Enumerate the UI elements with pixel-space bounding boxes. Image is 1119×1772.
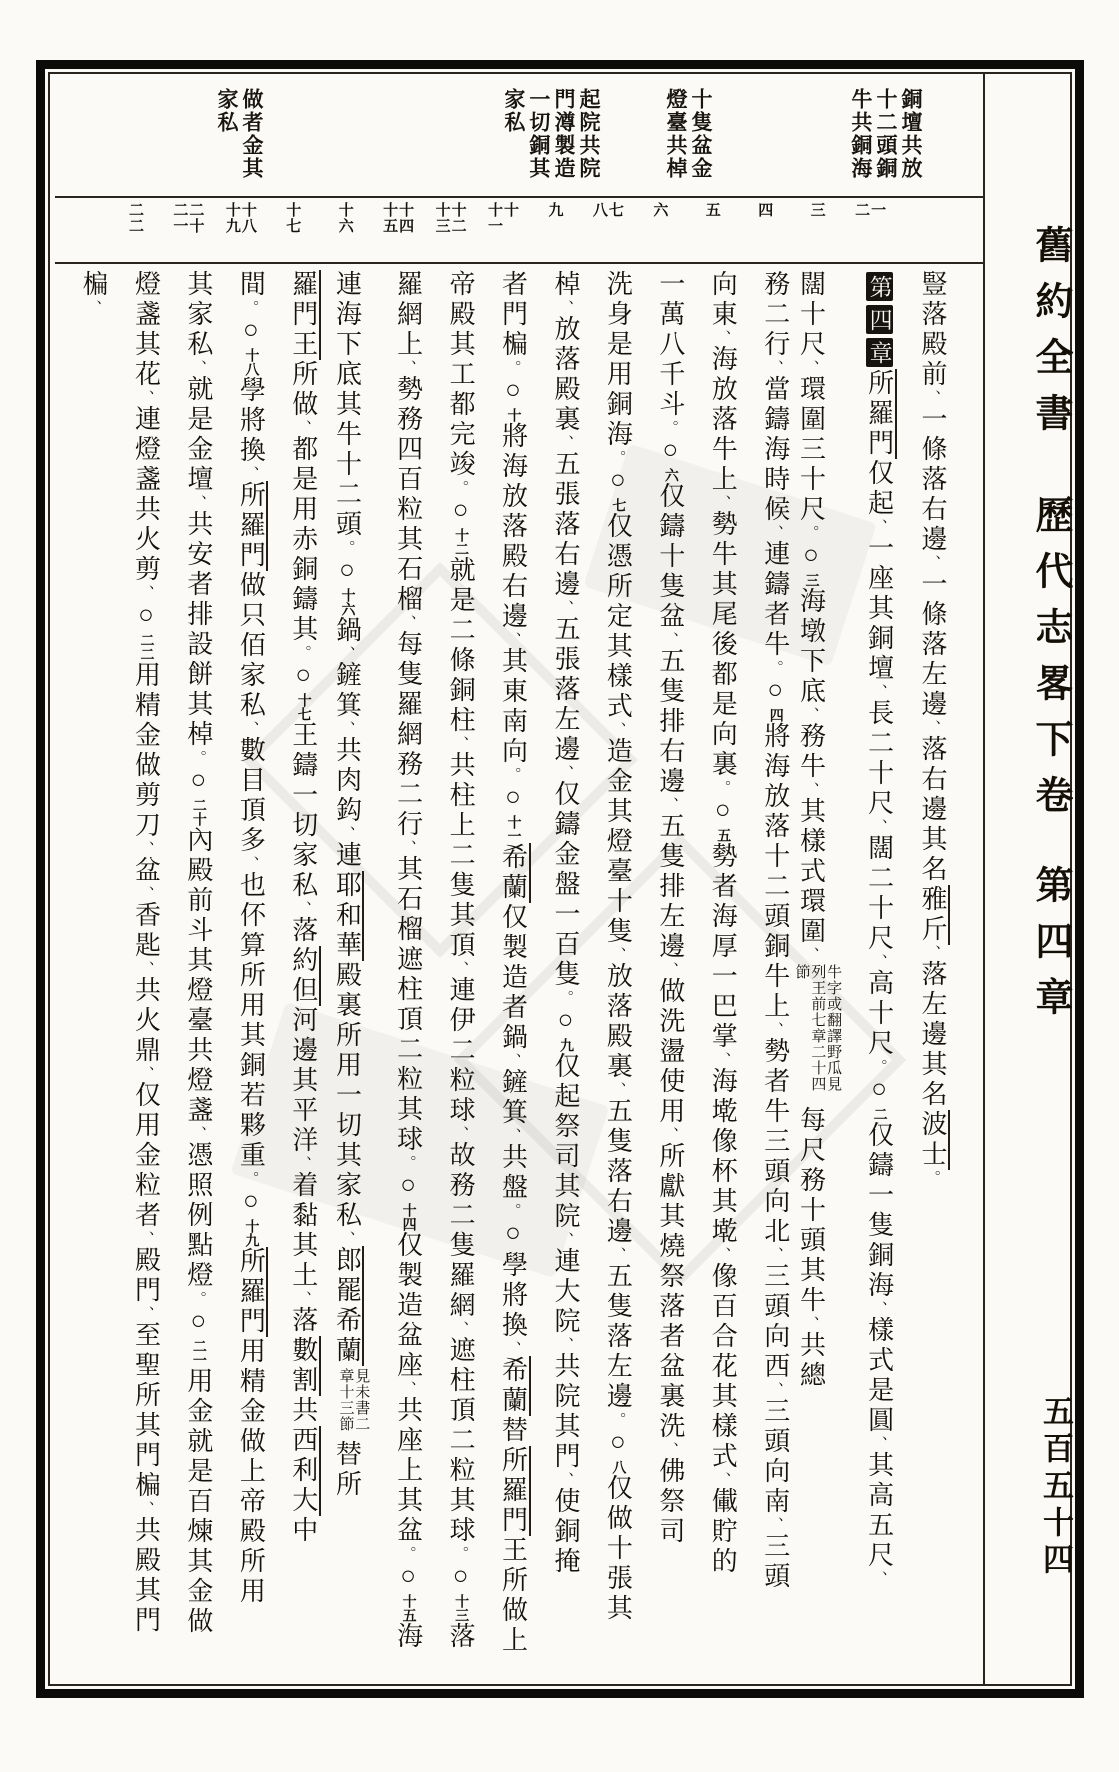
- punctuation: 、: [661, 1127, 678, 1142]
- header-annotation-text: 做者金其: [240, 88, 264, 180]
- verse-number-slot: [740, 202, 788, 262]
- punctuation: 。: [870, 1059, 887, 1074]
- verse-number-slot: [582, 202, 630, 262]
- punctuation: 、: [556, 1337, 573, 1352]
- scripture-text-columns: [58, 270, 945, 1684]
- verse-number-slot: [845, 202, 893, 262]
- punctuation: 、: [661, 1442, 678, 1457]
- translator-note: 牛字或翻譯野瓜見列王前七章二十四節: [793, 964, 842, 1092]
- punctuation: 。: [189, 750, 206, 765]
- text-column: 羅網上、勢務四百粒其石榴、每隻羅網務二行、其石榴遮柱頂二粒其球。○十四仅製造盆座、共座上其盆。○十五海: [393, 270, 423, 1652]
- punctuation: 、: [714, 1247, 731, 1262]
- text-column: 間。○十八學將換、所羅門做只佰家私、數目頂多、也伓算所用其銅若夥重。○十九所羅門用精金做上帝殿所用: [215, 270, 263, 1684]
- text-column: 豎落殿前、一條落右邊、一條落左邊、落右邊其名雅斤、落左邊其名波士。: [897, 270, 945, 1684]
- punctuation: 、: [609, 1082, 626, 1097]
- punctuation: 、: [338, 1231, 355, 1246]
- verse-number: 十九: [223, 202, 240, 234]
- punctuation: 。: [189, 1291, 206, 1306]
- punctuation: 、: [802, 360, 819, 375]
- punctuation: 、: [399, 1381, 416, 1396]
- punctuation: 、: [556, 435, 573, 450]
- inline-verse-numeral: 十六: [339, 588, 355, 616]
- punctuation: 、: [556, 1232, 573, 1247]
- proper-name-mark: 西利大: [289, 1426, 321, 1516]
- proper-name-mark: 約但: [289, 946, 321, 1006]
- inline-verse-numeral: 十八: [243, 348, 259, 376]
- text-column: 燈盞其花、連燈盞共火剪、○二二用精金做剪刀、盆、香匙、共火鼎、仅用金粒者、殿門、至聖所其門楄、共殿其門: [131, 270, 161, 1636]
- verse-number: 十三: [433, 202, 450, 234]
- header-annotation-text: 銅壇共放: [899, 88, 923, 180]
- header-annotation-text: 家私: [214, 88, 239, 134]
- punctuation: 、: [870, 684, 887, 699]
- punctuation: 、: [189, 1126, 206, 1141]
- inline-verse-numeral: 六: [662, 468, 678, 482]
- punctuation: 、: [870, 819, 887, 834]
- punctuation: 、: [924, 555, 940, 570]
- verse-number-slot: [163, 202, 211, 262]
- title-column: [992, 225, 1078, 1655]
- punctuation: 、: [452, 961, 469, 976]
- header-annotation-text: 起院共院: [577, 88, 601, 180]
- proper-name-mark: 郎罷希蘭: [332, 1246, 364, 1366]
- book-title: 舊約全書: [1029, 225, 1071, 449]
- punctuation: 、: [714, 495, 731, 510]
- header-annotation-text: 十隻盆金: [689, 88, 713, 180]
- text-column: 洗身是用銅海。○七仅憑所定其樣式、造金其燈臺十隻、放落殿裏、五隻落右邊、五隻落左邊。○八仅做十張其: [603, 270, 633, 1624]
- proper-name-mark: 希蘭: [499, 843, 531, 903]
- punctuation: 、: [338, 826, 355, 841]
- punctuation: 。: [504, 360, 521, 375]
- verse-number: 三: [808, 202, 825, 218]
- verse-number: 九: [546, 202, 563, 218]
- punctuation: 、: [137, 1066, 154, 1081]
- verse-number: 十: [502, 202, 518, 218]
- inline-verse-numeral: 十五: [400, 1594, 416, 1622]
- text-column: 向東、海放落牛上、勢牛其尾後都是向裏。○五勢者海厚一巴掌、海墘像杯其墘、像百合花其樣式、儎貯的: [708, 270, 738, 1577]
- punctuation: 、: [556, 1472, 573, 1487]
- header-annotation-group: [664, 88, 712, 180]
- translator-note: 見未書二章十三節: [337, 1368, 370, 1432]
- punctuation: 。: [452, 1546, 469, 1561]
- punctuation: 、: [924, 390, 940, 405]
- verse-number: 十八: [239, 202, 256, 234]
- punctuation: 。: [556, 990, 573, 1005]
- punctuation: 。: [504, 1203, 521, 1218]
- inline-verse-numeral: 二十: [190, 798, 206, 826]
- proper-name-mark: 希蘭: [332, 1306, 364, 1366]
- verse-number-slot: [215, 202, 263, 262]
- text-column: 連海下底其牛十二頭。○十六鍋、鏟箕、共肉鈎、連耶和華殿裏所用一切其家私、郎罷希蘭見未書二章十三節替所: [332, 270, 370, 1500]
- title-column-divider-line: [983, 72, 985, 1686]
- inline-verse-numeral: 二二: [138, 633, 154, 661]
- punctuation: 。: [802, 525, 819, 540]
- punctuation: 、: [766, 1517, 783, 1532]
- punctuation: 、: [504, 1128, 521, 1143]
- header-annotation-text: 門澊製造: [551, 88, 576, 180]
- punctuation: 、: [870, 1301, 887, 1316]
- punctuation: 、: [714, 330, 731, 345]
- inline-verse-numeral: 三: [803, 573, 819, 587]
- proper-name-mark: 數割: [289, 1336, 321, 1396]
- punctuation: 、: [766, 1382, 783, 1397]
- verse-number: 十七: [284, 202, 301, 234]
- verse-number-slot: [373, 202, 421, 262]
- proper-name-mark: 所羅門: [499, 1446, 531, 1536]
- punctuation: 、: [609, 722, 626, 737]
- punctuation: 、: [802, 1316, 819, 1331]
- punctuation: 、: [870, 1571, 887, 1586]
- punctuation: 。: [452, 480, 469, 495]
- punctuation: 、: [242, 856, 259, 871]
- punctuation: 、: [399, 840, 416, 855]
- punctuation: 、: [870, 1436, 887, 1451]
- verse-number: 十五: [381, 202, 398, 234]
- punctuation: 。: [504, 767, 521, 782]
- verse-number-slot: [478, 202, 526, 262]
- punctuation: 、: [242, 721, 259, 736]
- header-annotation-text: 燈臺共棹: [663, 88, 688, 180]
- verse-number: 五: [703, 202, 720, 218]
- punctuation: 、: [609, 947, 626, 962]
- punctuation: 、: [766, 1022, 783, 1037]
- inline-verse-numeral: 七: [610, 498, 626, 512]
- punctuation: 、: [294, 1291, 311, 1306]
- punctuation: 、: [609, 1247, 626, 1262]
- text-column: 者門楄。○十將海放落殿右邊、其東南向。○十一希蘭仅製造者鍋、鏟箕、共盤。○學將換、希蘭替所羅門王所做上: [478, 270, 526, 1684]
- text-column: 棹、放落殿裏、五張落右邊、五張落左邊、仅鑄金盤一百隻。○九仅起祭司其院、連大院、共院其門、使銅掩: [550, 270, 580, 1577]
- number-row-divider-line: [55, 262, 983, 264]
- punctuation: 、: [924, 720, 940, 735]
- chapter-title: 第四章: [1029, 865, 1071, 1033]
- verse-number-slot: [110, 202, 158, 262]
- punctuation: 、: [802, 707, 819, 722]
- punctuation: 、: [137, 961, 154, 976]
- chapter-heading-boxed-char: 第: [866, 272, 893, 301]
- punctuation: 、: [802, 947, 819, 962]
- text-column: 其家私、就是金壇、共安者排設餅其棹。○二十內殿前斗其燈臺共燈盞、憑照例點燈。○二一用金就是百煉其金做: [183, 270, 213, 1637]
- punctuation: 。: [766, 660, 783, 675]
- verse-number: 八: [590, 202, 607, 218]
- punctuation: 、: [338, 646, 355, 661]
- inline-verse-numeral: 十四: [400, 1203, 416, 1231]
- text-column: 羅門王所做、都是用赤銅鑄其。○十七王鑄一切家私、落約但河邊其平洋、着黏其土、落數割共西利大中: [268, 270, 316, 1684]
- verse-number-slot: [687, 202, 735, 262]
- header-annotation-group: [501, 88, 601, 180]
- punctuation: 。: [661, 420, 678, 435]
- verse-number: 十四: [397, 202, 414, 234]
- punctuation: 。: [242, 1171, 259, 1186]
- text-column: 闊十尺、環圍三十尺。○三海墩下底、務牛、其樣式環圍、牛字或翻譯野瓜見列王前七章二十四節每尺務十頭其牛、共總: [793, 270, 842, 1391]
- punctuation: 、: [766, 525, 783, 540]
- punctuation: 、: [766, 360, 783, 375]
- punctuation: 、: [714, 1472, 731, 1487]
- verse-number: 六: [651, 202, 668, 218]
- punctuation: 。: [924, 1170, 940, 1185]
- verse-number-slot: [268, 202, 316, 262]
- punctuation: 、: [294, 1156, 311, 1171]
- verse-number: 二: [853, 202, 870, 218]
- punctuation: 。: [609, 450, 626, 465]
- header-divider-line: [55, 196, 983, 198]
- chapter-heading-boxed-char: 四: [866, 305, 893, 334]
- punctuation: 、: [556, 300, 573, 315]
- section-title: 歷代志畧下卷: [1029, 495, 1071, 831]
- page-number: 五百五十四: [1038, 1395, 1073, 1580]
- punctuation: 、: [137, 585, 154, 600]
- punctuation: 、: [766, 1247, 783, 1262]
- inline-verse-numeral: 九: [557, 1038, 573, 1052]
- punctuation: 、: [924, 945, 940, 960]
- punctuation: 。: [399, 1155, 416, 1170]
- inline-verse-numeral: 八: [610, 1460, 626, 1474]
- verse-number-slot: [425, 202, 473, 262]
- punctuation: 、: [137, 841, 154, 856]
- proper-name-mark: 雅斤: [918, 885, 950, 945]
- header-annotation-text: 牛共銅海: [848, 88, 873, 180]
- verse-number-row: [58, 202, 945, 262]
- proper-name-mark: 波士: [918, 1110, 950, 1170]
- proper-name-mark: 所羅門: [865, 369, 897, 459]
- punctuation: 、: [137, 1501, 154, 1516]
- inline-verse-numeral: 十七: [295, 693, 311, 721]
- text-column: 帝殿其工都完竣。○十二就是二條銅柱、共柱上二隻其頂、連伊二粒球、故務二隻羅網、遮柱頂二粒其球。○十三落: [446, 270, 476, 1652]
- punctuation: 、: [661, 962, 678, 977]
- inline-verse-numeral: 二一: [190, 1339, 206, 1367]
- punctuation: 、: [504, 632, 521, 647]
- punctuation: 、: [85, 300, 101, 315]
- punctuation: 、: [338, 721, 355, 736]
- punctuation: 。: [338, 540, 355, 555]
- proper-name-mark: 所羅門: [236, 481, 268, 571]
- proper-name-mark: 羅門王: [289, 270, 321, 360]
- punctuation: 、: [189, 360, 206, 375]
- punctuation: 、: [137, 1306, 154, 1321]
- inline-verse-numeral: 四: [767, 708, 783, 722]
- punctuation: 、: [294, 901, 311, 916]
- inline-verse-numeral: 十二: [453, 528, 469, 556]
- verse-number: 七: [606, 202, 623, 218]
- punctuation: 、: [452, 736, 469, 751]
- punctuation: 、: [504, 1053, 521, 1068]
- proper-name-mark: 希蘭: [499, 1356, 531, 1416]
- proper-name-mark: 所羅門: [236, 1247, 268, 1337]
- punctuation: 、: [714, 1052, 731, 1067]
- punctuation: 、: [189, 495, 206, 510]
- verse-number-slot: [635, 202, 683, 262]
- punctuation: 。: [242, 300, 259, 315]
- punctuation: 、: [399, 360, 416, 375]
- text-column: 一萬八千斗。○六仅鑄十隻盆、五隻排右邊、五隻排左邊、做洗盪使用、所獻其燒祭落者盆裏洗、佛祭司: [655, 270, 685, 1547]
- chapter-heading-boxed-char: 章: [866, 338, 893, 367]
- punctuation: 、: [294, 420, 311, 435]
- verse-number: 十二: [449, 202, 466, 234]
- punctuation: 。: [294, 645, 311, 660]
- verse-number-slot: [58, 202, 106, 262]
- verse-number: 十六: [336, 202, 353, 234]
- inline-verse-numeral: 十三: [453, 1594, 469, 1622]
- verse-number: 四: [756, 202, 773, 218]
- header-annotation-text: 家私: [501, 88, 526, 134]
- verse-number: 二二: [126, 202, 143, 234]
- text-column: 務二行、當鑄海時候、連鑄者牛。○四將海放落十二頭銅牛上、勢者牛三頭向北、三頭向西、三頭向南、三頭: [760, 270, 790, 1592]
- punctuation: 、: [242, 466, 259, 481]
- punctuation: 、: [661, 632, 678, 647]
- punctuation: 、: [399, 615, 416, 630]
- proper-name-mark: 耶和華: [332, 871, 364, 961]
- punctuation: 、: [452, 1126, 469, 1141]
- header-annotation-text: 一切銅其: [526, 88, 551, 180]
- header-annotation-text: 十二頭銅: [873, 88, 898, 180]
- verse-number-slot: [530, 202, 578, 262]
- punctuation: 、: [137, 886, 154, 901]
- punctuation: 、: [137, 390, 154, 405]
- punctuation: 。: [714, 780, 731, 795]
- header-annotation-group: [215, 88, 263, 180]
- punctuation: 、: [137, 1231, 154, 1246]
- text-column: 楄、: [79, 270, 108, 315]
- punctuation: 、: [556, 600, 573, 615]
- punctuation: 。: [399, 1546, 416, 1561]
- inline-verse-numeral: 十九: [243, 1219, 259, 1247]
- verse-number: 二一: [171, 202, 188, 234]
- text-column: 第四章所羅門仅起、一座其銅壇、長二十尺、闊二十尺、高十尺。○二仅鑄一隻銅海、樣式是圓、其高五尺、: [845, 270, 893, 1684]
- punctuation: 、: [452, 1321, 469, 1336]
- punctuation: 、: [802, 782, 819, 797]
- punctuation: 、: [504, 1341, 521, 1356]
- punctuation: 、: [556, 765, 573, 780]
- verse-number-slot: [897, 202, 945, 262]
- verse-number: 十一: [486, 202, 502, 234]
- inline-verse-numeral: 十: [505, 408, 521, 422]
- inline-verse-numeral: 五: [715, 828, 731, 842]
- punctuation: 、: [870, 954, 887, 969]
- punctuation: 。: [609, 1412, 626, 1427]
- inline-verse-numeral: 十一: [505, 815, 521, 843]
- verse-number-slot: [320, 202, 368, 262]
- inline-verse-numeral: 二: [871, 1107, 887, 1121]
- verse-number: 一: [869, 202, 886, 218]
- punctuation: 、: [870, 519, 887, 534]
- header-annotation-group: [850, 88, 922, 180]
- verse-number-slot: [792, 202, 840, 262]
- verse-number: 二十: [187, 202, 204, 234]
- punctuation: 、: [661, 797, 678, 812]
